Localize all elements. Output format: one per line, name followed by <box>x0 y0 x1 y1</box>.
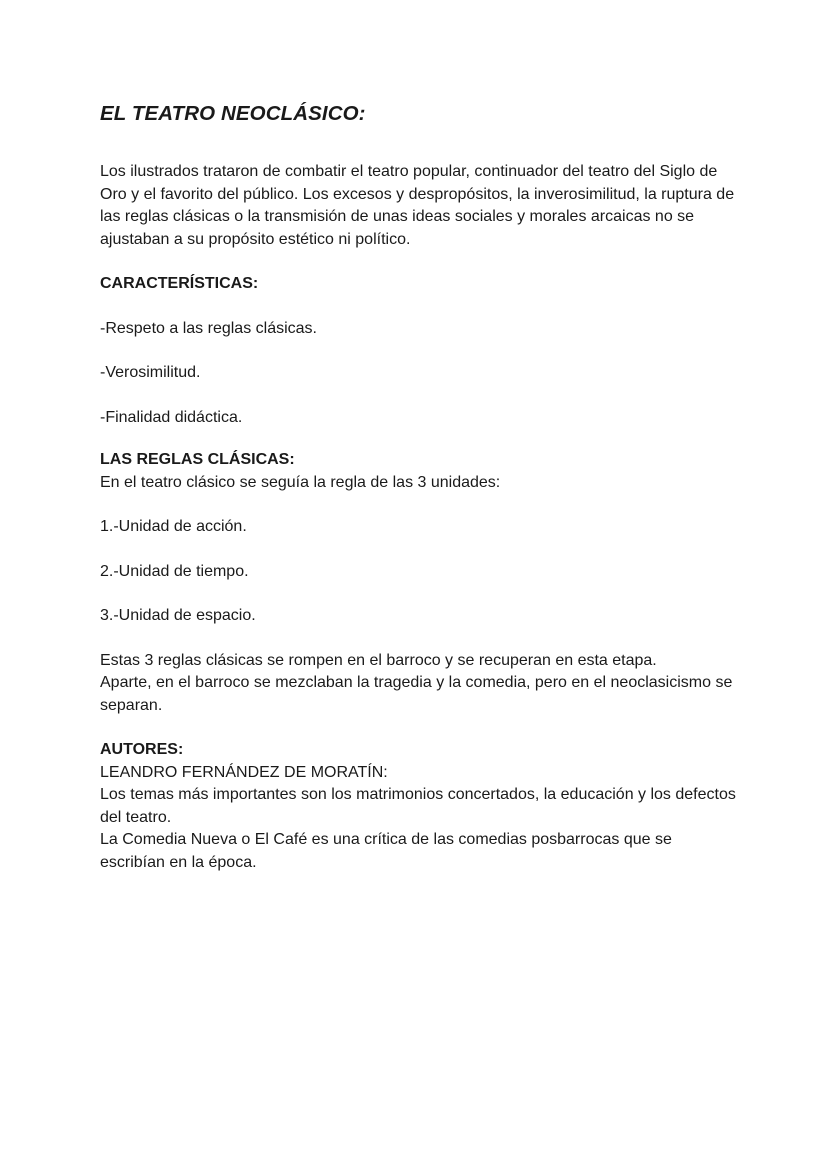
regla-item: 3.-Unidad de espacio. <box>100 607 256 624</box>
reglas-heading: LAS REGLAS CLÁSICAS: <box>100 451 295 468</box>
reglas-closing-line: Estas 3 reglas clásicas se rompen en el barroco y se recuperan en esta etapa. <box>100 651 657 669</box>
author-name: LEANDRO FERNÁNDEZ DE MORATÍN: <box>100 763 388 781</box>
caracteristica-item: -Finalidad didáctica. <box>100 408 243 426</box>
caracteristicas-heading: CARACTERÍSTICAS: <box>100 275 259 292</box>
author-paragraph-themes: Los temas más importantes son los matrimonios concertados, la educación y los defectos del teatro. <box>100 786 736 826</box>
document-title: EL TEATRO NEOCLÁSICO: <box>100 102 366 125</box>
autores-heading: AUTORES: <box>100 741 184 758</box>
reglas-intro: En el teatro clásico se seguía la regla de las 3 unidades: <box>100 473 501 491</box>
intro-paragraph: Los ilustrados trataron de combatir el teatro popular, continuador del teatro del Siglo de Oro y el favorito del público. Los excesos y despropósitos, la inverosimilitud, la ruptura de las reglas clásicas o la transmisión de unas ideas sociales y morales arcaicas no se ajustaban a su propósito estético ni político. <box>100 163 735 248</box>
caracteristica-item: -Verosimilitud. <box>100 364 201 381</box>
caracteristica-item: -Respeto a las reglas clásicas. <box>100 319 317 337</box>
regla-item: 2.-Unidad de tiempo. <box>100 562 249 580</box>
author-paragraph-works: La Comedia Nueva o El Café es una crítica de las comedias posbarrocas que se escribían en la época. <box>100 831 672 871</box>
reglas-closing-paragraph: Aparte, en el barroco se mezclaban la tragedia y la comedia, pero en el neoclasicismo se separan. <box>100 674 733 714</box>
regla-item: 1.-Unidad de acción. <box>100 518 247 535</box>
